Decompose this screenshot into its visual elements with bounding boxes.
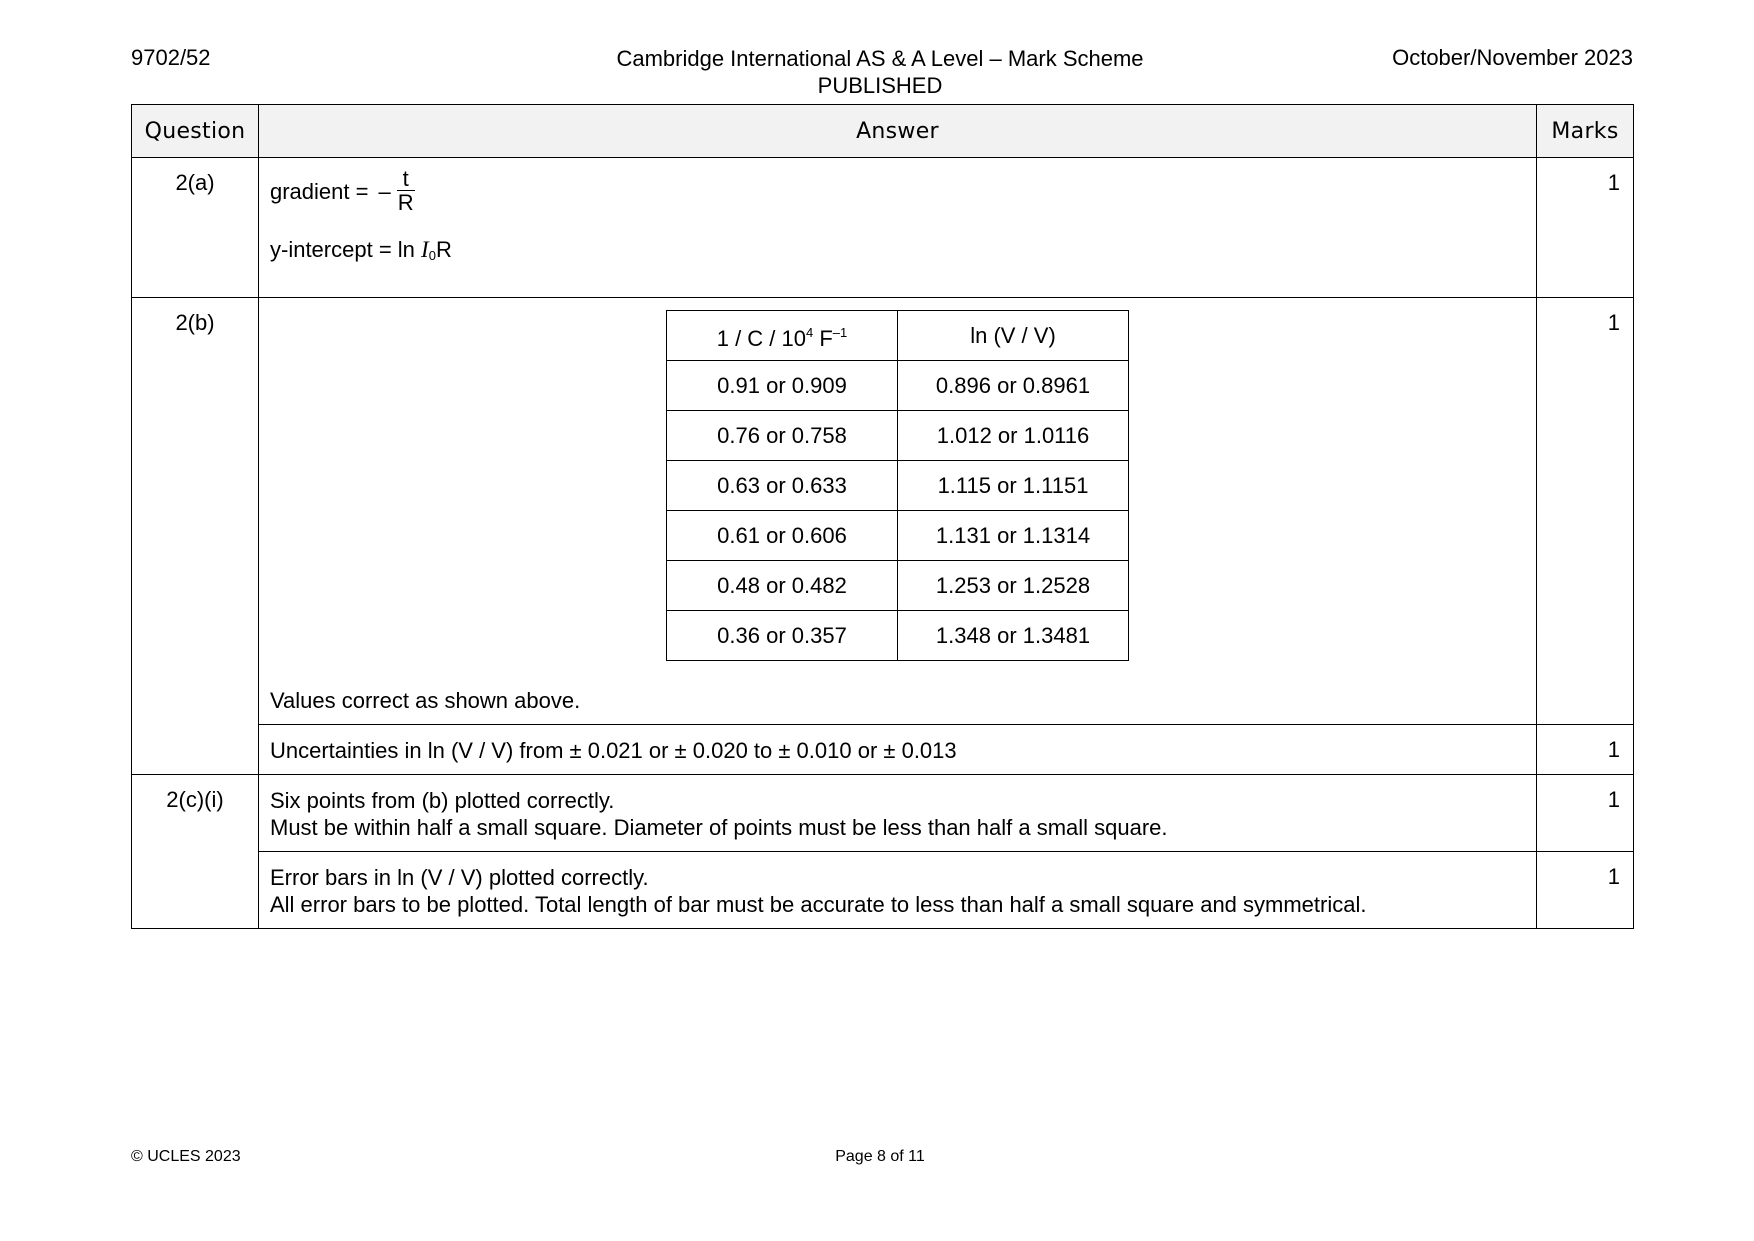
header-marks: Marks	[1537, 105, 1634, 158]
values-cell: 1.131 or 1.1314	[898, 511, 1129, 561]
answer-cell	[259, 158, 1537, 298]
values-row	[667, 461, 1129, 511]
values-row	[667, 561, 1129, 611]
values-cell: 1.012 or 1.0116	[898, 411, 1129, 461]
mark-scheme-table	[131, 104, 1634, 929]
table-row	[132, 775, 1634, 852]
gradient-prefix: gradient =	[270, 178, 369, 204]
fraction-numerator: t	[402, 165, 409, 191]
answer-cell	[259, 775, 1537, 852]
yint-suffix: R	[435, 237, 452, 262]
minus-sign: –	[378, 178, 391, 204]
values-row	[667, 511, 1129, 561]
question-label: 2(a)	[132, 158, 259, 298]
values-cell: 0.896 or 0.8961	[898, 361, 1129, 411]
values-cell: 0.91 or 0.909	[667, 361, 898, 411]
answer-line: Error bars in ln (V / V) plotted correctly.	[270, 865, 649, 890]
values-cell: 1.253 or 1.2528	[898, 561, 1129, 611]
exam-session: October/November 2023	[1392, 45, 1633, 70]
y-intercept-expression	[270, 236, 1525, 269]
values-header-inverse-c: 1 / C / $10^4$ $F^{-1}$	[667, 311, 898, 361]
marks-cell: 1	[1537, 298, 1634, 725]
values-row	[667, 361, 1129, 411]
paper-code: 9702/52	[131, 45, 211, 70]
values-cell: 0.61 or 0.606	[667, 511, 898, 561]
marks-cell: 1	[1537, 158, 1634, 298]
values-cell: 0.36 or 0.357	[667, 611, 898, 661]
table-header-row	[132, 105, 1634, 158]
values-cell: 0.48 or 0.482	[667, 561, 898, 611]
values-cell: 0.76 or 0.758	[667, 411, 898, 461]
marks-cell: 1	[1537, 725, 1634, 775]
marks-cell: 1	[1537, 775, 1634, 852]
values-cell: 1.115 or 1.1151	[898, 461, 1129, 511]
question-label: 2(c)(i)	[132, 775, 259, 929]
gradient-expression	[270, 165, 1525, 215]
table-row	[132, 298, 1634, 725]
page-number: Page 8 of 11	[835, 1148, 925, 1165]
values-note: Values correct as shown above.	[270, 688, 581, 713]
table-row	[132, 158, 1634, 298]
copyright: © UCLES 2023	[131, 1148, 241, 1165]
answer-line: Must be within half a small square. Diameter of points must be less than half a small square.	[270, 815, 1168, 840]
document-title	[440, 45, 1320, 99]
current-symbol: I	[421, 237, 429, 262]
current-subscript: 0	[428, 248, 436, 263]
values-row	[667, 411, 1129, 461]
answer-line: Six points from (b) plotted correctly.	[270, 788, 615, 813]
values-header-ln-v: ln (V / V)	[898, 311, 1129, 361]
table-row	[132, 725, 1634, 775]
values-cell: 0.63 or 0.633	[667, 461, 898, 511]
table-row	[132, 852, 1634, 929]
yint-prefix: y-intercept = ln	[270, 237, 415, 262]
header-question: Question	[132, 105, 259, 158]
answer-cell	[259, 852, 1537, 929]
answer-cell	[259, 298, 1537, 725]
header-answer: Answer	[259, 105, 1537, 158]
fraction-denominator: R	[397, 189, 414, 215]
values-row	[667, 611, 1129, 661]
values-header-row	[667, 311, 1129, 361]
question-label: 2(b)	[132, 298, 259, 775]
marks-cell: 1	[1537, 852, 1634, 929]
fraction	[397, 165, 415, 215]
published-label: PUBLISHED	[817, 73, 943, 98]
answer-line: All error bars to be plotted. Total length of bar must be accurate to less than half a small square and symmetrical.	[270, 892, 1367, 917]
values-cell: 1.348 or 1.3481	[898, 611, 1129, 661]
values-table	[666, 310, 1129, 661]
title-line: Cambridge International AS & A Level – Mark Scheme	[616, 46, 1144, 71]
answer-cell: Uncertainties in ln (V / V) from ± 0.021 or ± 0.020 to ± 0.010 or ± 0.013	[259, 725, 1537, 775]
